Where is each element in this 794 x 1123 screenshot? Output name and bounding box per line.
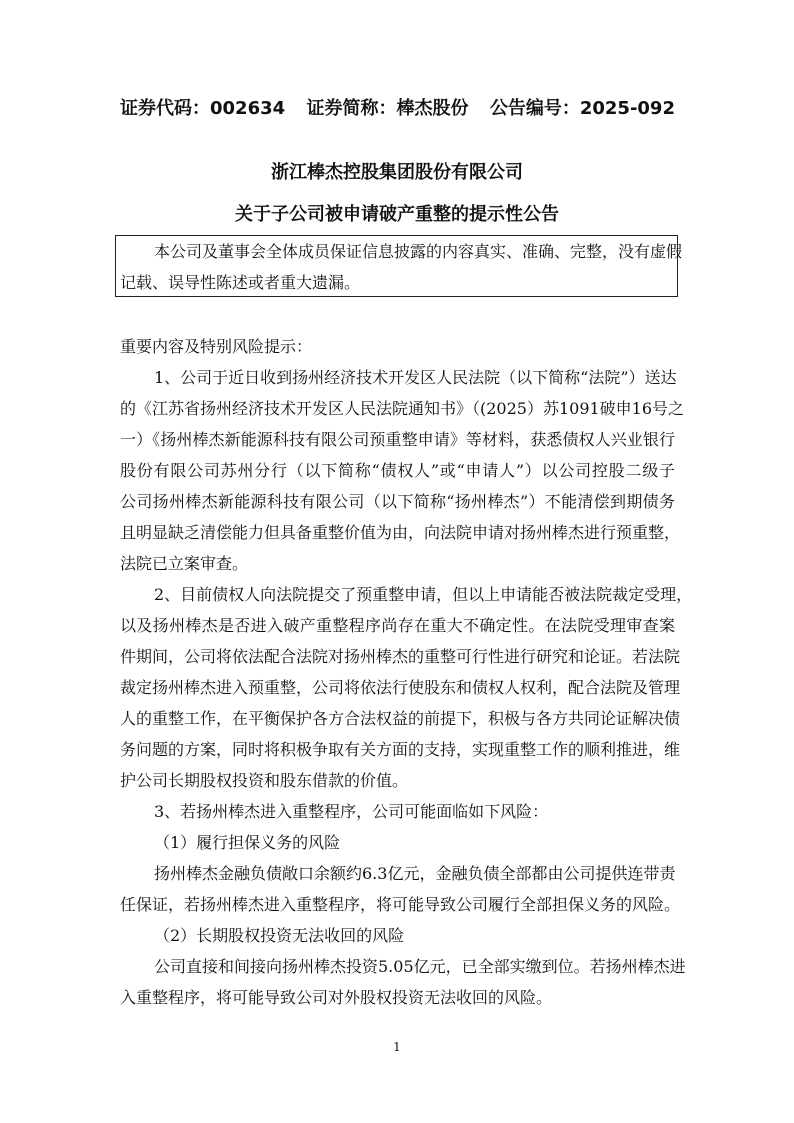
paragraph-line: 件期间，公司将依法配合法院对扬州棒杰的重整可行性进行研究和论证。若法院 bbox=[120, 647, 681, 666]
paragraph-line: 扬州棒杰金融负债敞口余额约6.3亿元，金融负债全部都由公司提供连带责 bbox=[154, 864, 676, 883]
paragraph-line: 1、公司于近日收到扬州经济技术开发区人民法院（以下简称“法院”）送达 bbox=[154, 368, 677, 387]
paragraph-line: （1）履行担保义务的风险 bbox=[154, 833, 341, 852]
paragraph-line: 裁定扬州棒杰进入预重整，公司将依法行使股东和债权人权利，配合法院及管理 bbox=[120, 678, 681, 697]
paragraph-line: 以及扬州棒杰是否进入破产重整程序尚存在重大不确定性。在法院受理审查案 bbox=[120, 616, 675, 635]
paragraph bbox=[120, 827, 675, 858]
paragraph-line: （2）长期股权投资无法收回的风险 bbox=[154, 926, 405, 945]
paragraphs bbox=[120, 362, 693, 1013]
document-header bbox=[120, 94, 675, 120]
security-short-name: 证券简称：棒杰股份 bbox=[306, 98, 469, 119]
paragraph bbox=[120, 858, 681, 920]
paragraph-line: 入重整程序，将可能导致公司对外股权投资无法收回的风险。 bbox=[120, 988, 553, 1007]
paragraph bbox=[120, 796, 675, 827]
paragraph bbox=[120, 362, 685, 579]
paragraph bbox=[120, 920, 675, 951]
paragraph-line: 务问题的方案，同时将积极争取有关方面的支持，实现重整工作的顺利推进，维 bbox=[120, 740, 681, 759]
paragraph-line: 股份有限公司苏州分行（以下简称“债权人”或“申请人”）以公司控股二级子 bbox=[120, 461, 675, 480]
paragraph bbox=[120, 579, 693, 796]
section-heading: 重要内容及特别风险提示： bbox=[120, 337, 313, 356]
paragraph-line: 的《江苏省扬州经济技术开发区人民法院通知书》（(2025）苏1091破申16号之 bbox=[120, 399, 685, 418]
document-body bbox=[120, 331, 693, 1013]
security-code: 证券代码：002634 bbox=[120, 98, 286, 119]
announcement-number: 公告编号：2025-092 bbox=[489, 98, 675, 119]
statement-line: 记载、误导性陈述或者重大遗漏。 bbox=[120, 273, 361, 292]
statement-line: 本公司及董事会全体成员保证信息披露的内容真实、准确、完整，没有虚假 bbox=[154, 242, 683, 261]
paragraph-line: 法院已立案审查。 bbox=[120, 554, 249, 573]
page-number: 1 bbox=[393, 1040, 401, 1054]
paragraph-line: 3、若扬州棒杰进入重整程序，公司可能面临如下风险： bbox=[154, 802, 549, 821]
paragraph-line: 公司直接和间接向扬州棒杰投资5.05亿元，已全部实缴到位。若扬州棒杰进 bbox=[154, 957, 686, 976]
paragraph bbox=[120, 951, 686, 1013]
paragraph-line: 人的重整工作，在平衡保护各方合法权益的前提下，积极与各方共同论证解决债 bbox=[120, 709, 681, 728]
paragraph-line: 一）《扬州棒杰新能源科技有限公司预重整申请》等材料，获悉债权人兴业银行 bbox=[120, 430, 675, 449]
paragraph-line: 2、目前债权人向法院提交了预重整申请，但以上申请能否被法院裁定受理， bbox=[154, 585, 693, 604]
board-statement-box bbox=[115, 235, 683, 297]
paragraph-line: 且明显缺乏清偿能力但具备重整价值为由，向法院申请对扬州棒杰进行预重整， bbox=[120, 523, 681, 542]
paragraph-line: 任保证，若扬州棒杰进入重整程序，将可能导致公司履行全部担保义务的风险。 bbox=[120, 895, 681, 914]
company-title: 浙江棒杰控股集团股份有限公司 bbox=[271, 162, 523, 183]
paragraph-line: 公司扬州棒杰新能源科技有限公司（以下简称“扬州棒杰”）不能清偿到期债务 bbox=[120, 492, 675, 511]
announcement-title: 关于子公司被申请破产重整的提示性公告 bbox=[235, 204, 559, 225]
paragraph-line: 护公司长期股权投资和股东借款的价值。 bbox=[120, 771, 409, 790]
